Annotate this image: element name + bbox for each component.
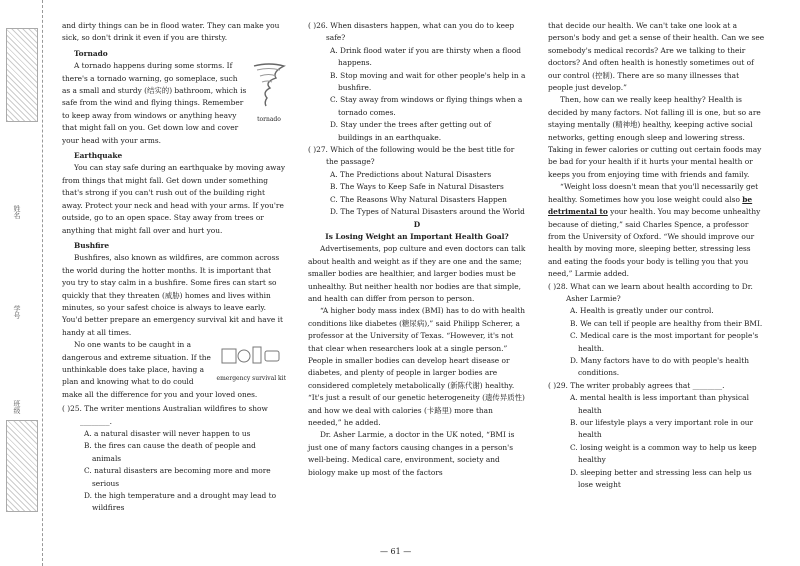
option: D. Stay under the trees after getting out of buildings in an earthquake.	[330, 120, 492, 142]
paragraph: Bushfires, also known as wildfires, are common across the world during the hotter months. It is important that you try to stay calm in a bushfire. Some fires can start so quickly that they threaten (威胁) homes and lives within minutes, so your safest choice is always to leave early. You'd better prepare an emergency survival kit and have it handy at all times.	[62, 253, 283, 337]
margin-decoration	[6, 28, 38, 122]
underlined-phrase: be detrimental to	[548, 194, 753, 217]
option: D. Many factors have to do with people's health conditions.	[570, 355, 749, 378]
option: A. Health is greatly under our control.	[570, 306, 714, 316]
paragraph: Advertisements, pop culture and even doctors can talk about health and weight as if they are one and the same; smaller bodies are healthier, and larger bodies must be unhealthy. But neither health nor bodies are that simple, and health can differ from person to person.	[308, 244, 526, 303]
survival-kit-figure	[217, 341, 286, 385]
paragraph: Then, how can we really keep healthy? Health is decided by many factors. Not falling ill is one, but so are staying mentally (精神地) healthy, keeping active social networks, getting enough sleep and lowering stress. Taking in fewer calories or cutting out certain foods may be bad for your health if it hurts your mental health or keeps you from enjoying time with friends and family.	[548, 95, 762, 179]
binding-margin	[0, 0, 43, 566]
paragraph: You can stay safe during an earthquake by moving away from things that might fall. Get down under something that's strong if you can't rush out of the building right away. Protect your neck and head with your arms. If you're outside, go to an open space. Stay away from trees or anything that might fall over and hurt you.	[62, 163, 286, 235]
paragraph: Dr. Asher Larmie, a doctor in the UK noted, “BMI is just one of many factors causing changes in a person's well-being. Medical care, environment, society and biology make up most of the factors	[308, 430, 515, 477]
section-label: D	[413, 219, 421, 229]
tornado-figure	[252, 62, 286, 126]
paragraph: No one wants to be caught in a dangerous and extreme situation. If the unthinkable does take place, having a plan and knowing what to do could make all the difference for you and your loved ones.	[62, 340, 258, 399]
option: A. a natural disaster will never happen to us	[84, 429, 251, 438]
column-middle	[308, 20, 526, 479]
question-26: ( )26. When disasters happen, what can you do to keep safe?	[308, 21, 515, 43]
question-27: ( )27. Which of the following would be the best title for the passage?	[308, 145, 515, 167]
option: D. sleeping better and stressing less can help us lose weight	[570, 467, 752, 490]
option: C. natural disasters are becoming more and more serious	[84, 466, 271, 488]
question-25: ( )25. The writer mentions Australian wildfires to show ________.	[62, 404, 268, 426]
question-28: ( )28. What can we learn about health according to Dr. Asher Larmie?	[548, 281, 753, 303]
option: A. The Predictions about Natural Disasters	[330, 169, 492, 179]
margin-label: 学号	[13, 305, 21, 319]
survival-kit-icon	[220, 341, 282, 367]
option: B. the fires can cause the death of people and animals	[84, 441, 256, 463]
question-29: ( )29. The writer probably agrees that ________.	[548, 380, 725, 390]
paragraph	[548, 181, 766, 280]
paragraph: that decide our health. We can't take one look at a person's body and get a sense of their health. Can we see somebody's medical records? Are we talking to their doctors? And often health is honestly sometimes out of our control (控制). There are so many illnesses that people just develop.”	[548, 21, 765, 93]
text-run: “Weight loss doesn't mean that you'll necessarily get healthy. Sometimes how you lose weight could also	[548, 182, 759, 204]
page-number: — 61 —	[380, 547, 412, 556]
heading-tornado: Tornado	[74, 48, 108, 58]
heading-bushfire: Bushfire	[74, 240, 110, 250]
option: B. The Ways to Keep Safe in Natural Disasters	[330, 182, 504, 192]
column-left	[62, 20, 286, 515]
margin-label: 班级	[13, 400, 21, 414]
column-right	[548, 20, 766, 491]
text-run: your health. You may become unhealthy because of dieting,” said Charles Spence, a professor from the University of Oxford. “We should improve our health by moving more, sleeping better, stressing less and eating the foods your body is telling you that you need,” Larmie added.	[548, 207, 761, 279]
option: C. losing weight is a common way to help us keep healthy	[570, 442, 757, 465]
paragraph: A tornado happens during some storms. If there's a tornado warning, go someplace, such as a small and sturdy (结实的) bathroom, which is safe from the wind and flying things. Remember to keep away from windows or anything heavy that might fall on you. Get down low and cover your head with your arms.	[62, 61, 247, 145]
margin-decoration	[6, 420, 38, 512]
option: C. Medical care is the most important for people's health.	[570, 331, 759, 353]
figure-caption: emergency survival kit	[216, 374, 286, 382]
option: B. Stop moving and wait for other people's help in a bushfire.	[330, 70, 526, 93]
option: D. The Types of Natural Disasters around the World	[330, 207, 525, 217]
option: C. The Reasons Why Natural Disasters Happen	[330, 194, 507, 204]
passage-title: Is Losing Weight an Important Health Goal?	[325, 231, 509, 241]
paragraph: and dirty things can be in flood water. They can make you sick, so don't drink it even if you are thirsty.	[62, 21, 280, 43]
option: A. mental health is less important than physical health	[570, 393, 749, 415]
margin-label: 姓名	[13, 205, 21, 219]
option: D. the high temperature and a drought may lead to wildfires	[84, 491, 277, 513]
paragraph: “A higher body mass index (BMI) has to do with health conditions like diabetes (糖尿病),” said Philipp Scherer, a professor at the University of Texas. “However, it's not that clear when researchers look at a single person.” People in smaller bodies can develop heart disease or diabetes, and plenty of people in larger bodies are considered completely metabolically (新陈代谢) healthy. “It's just a result of our genetic heterogeneity (遗传异质性) and how we deal with calories (卡路里) more than needed,” he added.	[308, 306, 525, 427]
option: C. Stay away from windows or flying things when a tornado comes.	[330, 95, 523, 117]
heading-earthquake: Earthquake	[74, 151, 123, 161]
option: A. Drink flood water if you are thirsty when a flood happens.	[330, 45, 521, 68]
option: B. We can tell if people are healthy from their BMI.	[570, 318, 763, 328]
tornado-icon	[252, 62, 286, 108]
option: B. our lifestyle plays a very important role in our health	[570, 418, 754, 440]
figure-caption: tornado	[257, 115, 281, 123]
